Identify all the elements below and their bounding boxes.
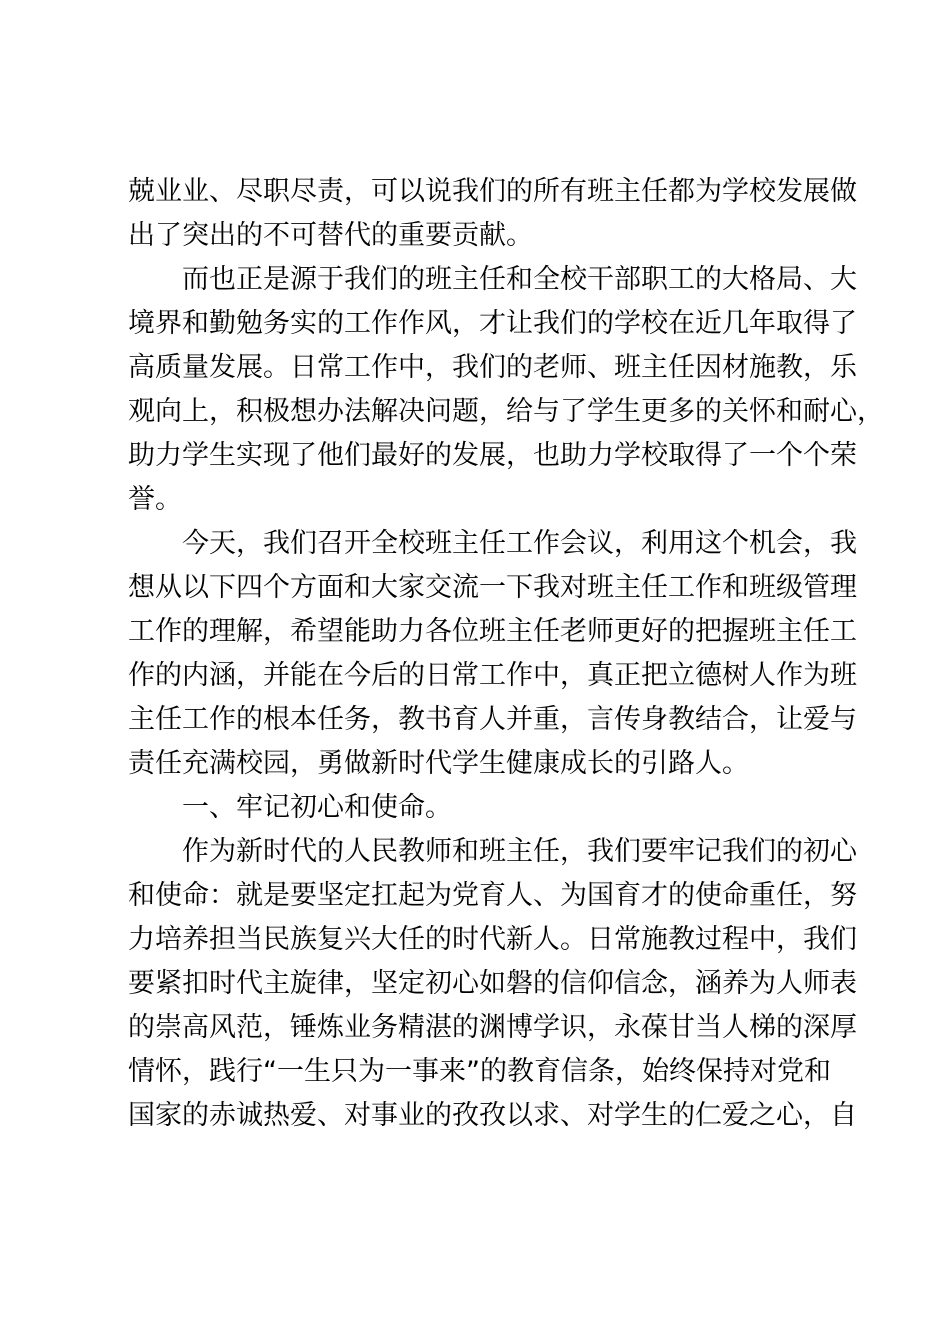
body-line: 责任充满校园，勇做新时代学生健康成长的引路人。	[128, 748, 749, 779]
body-line: 作的内涵，并能在今后的日常工作中，真正把立德树人作为班	[128, 660, 857, 691]
body-line: 境界和勤勉务实的工作作风，才让我们的学校在近几年取得了	[128, 308, 857, 339]
body-line: 力培养担当民族复兴大任的时代新人。日常施教过程中，我们	[128, 924, 857, 955]
body-line: 想从以下四个方面和大家交流一下我对班主任工作和班级管理	[128, 572, 857, 603]
body-line: 要紧扣时代主旋律，坚定初心如磐的信仰信念，涵养为人师表	[128, 968, 857, 999]
body-line: 和使命：就是要坚定扛起为党育人、为国育才的使命重任，努	[128, 880, 857, 911]
body-line: 观向上，积极想办法解决问题，给与了学生更多的关怀和耐心，	[128, 396, 884, 427]
body-line: 工作的理解，希望能助力各位班主任老师更好的把握班主任工	[128, 616, 857, 647]
body-line: 出了突出的不可替代的重要贡献。	[128, 220, 533, 251]
section-heading: 一、牢记初心和使命。	[182, 792, 452, 823]
paragraph-first-line: 而也正是源于我们的班主任和全校干部职工的大格局、大	[182, 264, 857, 295]
body-line: 情怀，践行“一生只为一事来”的教育信条，始终保持对党和	[128, 1056, 831, 1087]
body-line: 誉。	[128, 484, 182, 515]
body-line: 助力学生实现了他们最好的发展，也助力学校取得了一个个荣	[128, 440, 857, 471]
body-line: 国家的赤诚热爱、对事业的孜孜以求、对学生的仁爱之心，自	[128, 1100, 857, 1131]
paragraph-first-line: 作为新时代的人民教师和班主任，我们要牢记我们的初心	[182, 836, 857, 867]
body-line: 的崇高风范，锤炼业务精湛的渊博学识，永葆甘当人梯的深厚	[128, 1012, 857, 1043]
document-body	[128, 170, 884, 1138]
body-line: 高质量发展。日常工作中，我们的老师、班主任因材施教，乐	[128, 352, 857, 383]
body-line: 兢业业、尽职尽责，可以说我们的所有班主任都为学校发展做	[128, 176, 857, 207]
paragraph-first-line: 今天，我们召开全校班主任工作会议，利用这个机会，我	[182, 528, 857, 559]
body-line: 主任工作的根本任务，教书育人并重，言传身教结合，让爱与	[128, 704, 857, 735]
